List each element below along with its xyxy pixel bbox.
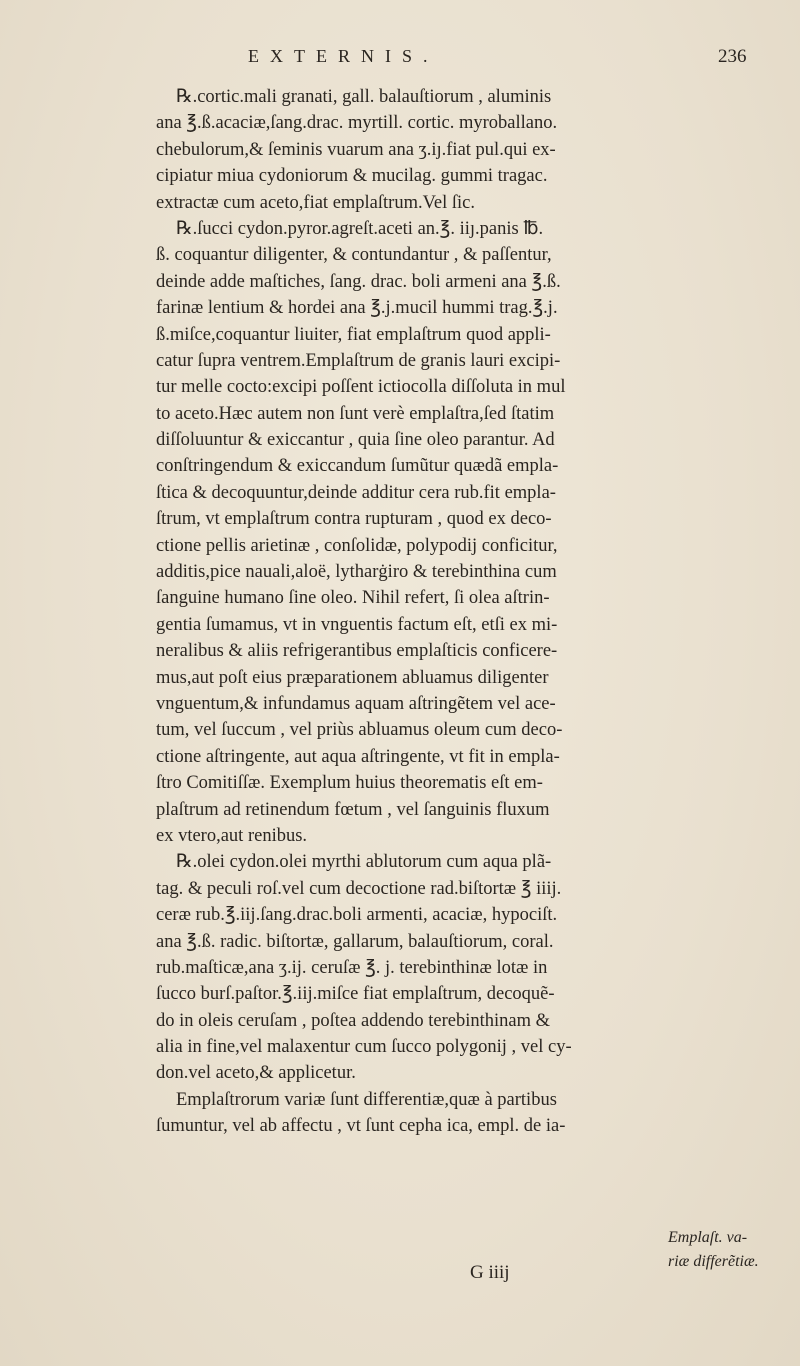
text-line: ceræ rub.℥.iij.ſang.drac.boli armenti, acaciæ, hypociſt. bbox=[156, 905, 558, 926]
text-line: catur ſupra ventrem.Emplaſtrum de granis lauri excipi- bbox=[156, 350, 561, 371]
text-line: extractæ cum aceto,fiat emplaſtrum.Vel ſic. bbox=[156, 192, 475, 213]
page-header bbox=[0, 46, 800, 76]
page-number: 236 bbox=[718, 46, 747, 67]
text-line: cipiatur miua cydoniorum & mucilag. gummi tragac. bbox=[156, 166, 548, 187]
body-text bbox=[156, 84, 662, 1140]
text-line: deinde adde maſtiches, ſang. drac. boli armeni ana ℥.ß. bbox=[156, 271, 561, 292]
text-line: additis,pice nauali,aloë, lytharġiro & terebinthina cum bbox=[156, 562, 557, 583]
text-line: rub.maſticæ,ana ʒ.ij. ceruſæ ℥. j. terebinthinæ lotæ in bbox=[156, 957, 548, 978]
text-line: ana ℥.ß. radic. biſtortæ, gallarum, balauſtiorum, coral. bbox=[156, 931, 554, 952]
text-line: conſtringendum & exiccandum ſumũtur quædã empla- bbox=[156, 456, 559, 477]
text-line: mus,aut poſt eius præparationem abluamus diligenter bbox=[156, 667, 549, 688]
signature-mark: G iiij bbox=[470, 1262, 510, 1283]
text-line: vnguentum,& infundamus aquam aſtringẽtem vel ace- bbox=[156, 693, 556, 714]
text-line: tag. & peculi roſ.vel cum decoctione rad.biſtortæ ℥ iiij. bbox=[156, 878, 562, 899]
running-head: EXTERNIS. bbox=[248, 46, 439, 66]
text-line: do in oleis ceruſam , poſtea addendo terebinthinam & bbox=[156, 1010, 551, 1031]
text-line: don.vel aceto,& applicetur. bbox=[156, 1063, 356, 1084]
text-line: tum, vel ſuccum , vel priùs abluamus oleum cum deco- bbox=[156, 720, 563, 741]
text-line: chebulorum,& ſeminis vuarum ana ʒ.iȷ.fiat pul.qui ex- bbox=[156, 139, 556, 160]
text-line: ſtro Comitiſſæ. Exemplum huius theorematis eſt em- bbox=[156, 773, 543, 794]
text-line: diſſoluuntur & exiccantur , quia ſine oleo parantur. Ad bbox=[156, 430, 555, 451]
text-line: ℞.ſucci cydon.pyror.agreſt.aceti an.℥. iiȷ.panis ℔. bbox=[176, 218, 544, 239]
margin-note-line: riæ differẽtiæ. bbox=[668, 1253, 759, 1270]
text-line: ℞.olei cydon.olei myrthi ablutorum cum aqua plã- bbox=[176, 852, 552, 873]
text-line: tur melle cocto:excipi poſſent ictiocolla diſſoluta in mul bbox=[156, 377, 566, 398]
text-line: ſanguine humano ſine oleo. Nihil refert, ſi olea aſtrin- bbox=[156, 588, 550, 609]
text-line: ſtica & decoquuntur,deinde additur cera rub.fit empla- bbox=[156, 482, 556, 503]
text-line: ß.miſce,coquantur liuiter, fiat emplaſtrum quod appli- bbox=[156, 324, 551, 345]
text-line: ſucco burſ.paſtor.℥.iij.miſce fiat emplaſtrum, decoquẽ- bbox=[156, 984, 555, 1005]
text-line: ex vtero,aut renibus. bbox=[156, 825, 308, 846]
text-line: neralibus & aliis refrigerantibus emplaſticis conficere- bbox=[156, 641, 558, 662]
text-line: plaſtrum ad retinendum fœtum , vel ſanguinis fluxum bbox=[156, 799, 550, 820]
text-line: ſumuntur, vel ab affectu , vt ſunt cepha ica, empl. de ia- bbox=[156, 1116, 566, 1137]
text-line: ß. coquantur diligenter, & contundantur , & paſſentur, bbox=[156, 245, 552, 266]
text-line: alia in fine,vel malaxentur cum ſucco polygonij , vel cy- bbox=[156, 1037, 572, 1058]
text-line: ctione aſtringente, aut aqua aſtringente, vt fit in empla- bbox=[156, 746, 560, 767]
text-line: ana ℥.ß.acaciæ,ſang.drac. myrtill. cortic. myroballano. bbox=[156, 113, 558, 134]
text-line: Emplaſtrorum variæ ſunt differentiæ,quæ à partibus bbox=[176, 1089, 557, 1110]
text-line: farinæ lentium & hordei ana ℥.j.mucil hummi trag.℥.j. bbox=[156, 298, 558, 319]
margin-note bbox=[668, 1226, 798, 1274]
margin-note-line: Emplaſt. va- bbox=[668, 1229, 748, 1246]
text-line: ℞.cortic.mali granati, gall. balauſtiorum , aluminis bbox=[176, 87, 552, 107]
text-line: gentia ſumamus, vt in vnguentis factum eſt, etſi ex mi- bbox=[156, 614, 558, 635]
text-line: ctione pellis arietinæ , conſolidæ, polypodij conficitur, bbox=[156, 535, 558, 556]
text-line: ſtrum, vt emplaſtrum contra rupturam , quod ex deco- bbox=[156, 509, 552, 530]
text-line: to aceto.Hæc autem non ſunt verè emplaſtra,ſed ſtatim bbox=[156, 403, 555, 424]
